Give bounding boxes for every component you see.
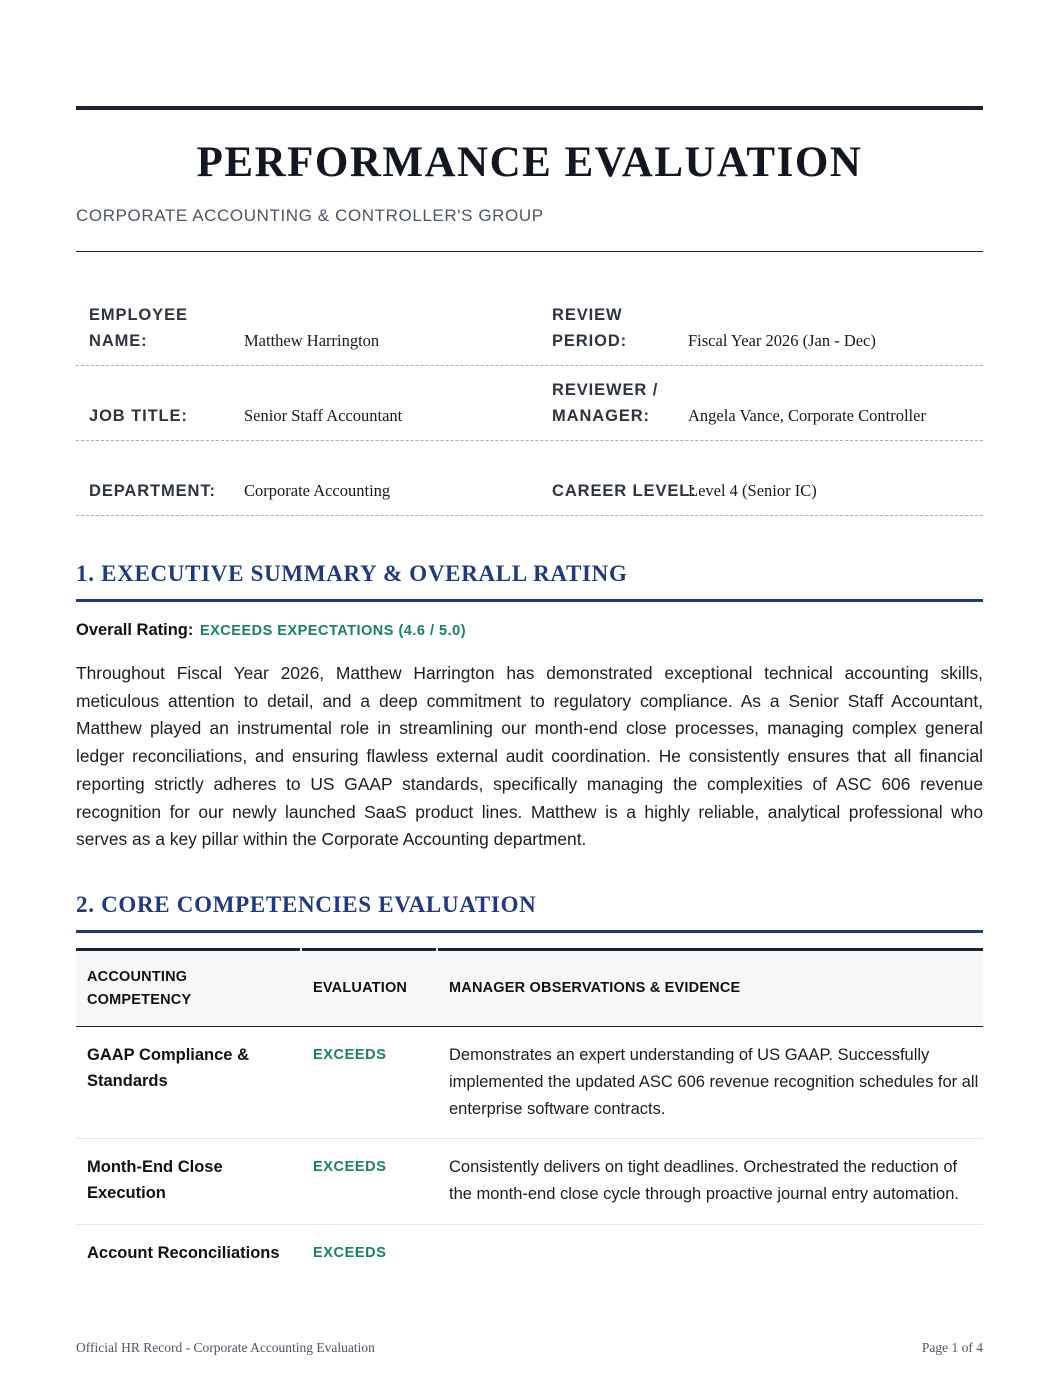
employee-info-grid (76, 291, 983, 516)
competency-name: GAAP Compliance & Standards (87, 1046, 249, 1090)
column-header-observations: MANAGER OBSERVATIONS & EVIDENCE (449, 980, 741, 996)
department-label: DEPARTMENT: (89, 482, 216, 500)
career-level-value: Level 4 (Senior IC) (688, 481, 817, 500)
review-period-value: Fiscal Year 2026 (Jan - Dec) (688, 331, 876, 350)
subtitle-rule (76, 251, 983, 252)
evaluation-badge: EXCEEDS (313, 1159, 387, 1175)
executive-summary-text: Throughout Fiscal Year 2026, Matthew Harrington has demonstrated exceptional technical accounting skills, meticulous attention to detail, and a deep commitment to regulatory compliance. As a Senior Staff Accountant, Matthew played an instrumental role in streamlining our month-end close processes, managing complex general ledger reconciliations, and ensuring flawless external audit coordination. He consistently ensures that all financial reporting strictly adheres to US GAAP standards, specifically managing the complexities of ASC 606 revenue recognition for our newly launched SaaS product lines. Matthew is a highly reliable, analytical professional who serves as a key pillar within the Corporate Accounting department. (76, 663, 983, 850)
page-title: PERFORMANCE EVALUATION (196, 139, 863, 186)
info-row (76, 366, 983, 441)
evaluation-badge: EXCEEDS (313, 1047, 387, 1063)
info-row (76, 441, 983, 516)
overall-rating-value: EXCEEDS EXPECTATIONS (4.6 / 5.0) (199, 623, 467, 639)
column-header-competency: ACCOUNTING COMPETENCY (87, 969, 192, 1008)
reviewer-label: REVIEWER / MANAGER: (552, 381, 659, 425)
job-title-value: Senior Staff Accountant (244, 406, 403, 425)
employee-name-value: Matthew Harrington (244, 331, 380, 350)
department-value: Corporate Accounting (244, 481, 391, 500)
info-row (76, 291, 983, 366)
evaluation-page (76, 0, 983, 1392)
table-row (76, 1225, 983, 1285)
table-row (76, 1027, 983, 1139)
job-title-label: JOB TITLE: (89, 407, 188, 425)
page-subtitle: CORPORATE ACCOUNTING & CONTROLLER'S GROUP (76, 206, 544, 225)
review-period-label: REVIEW PERIOD: (552, 306, 628, 350)
overall-rating (76, 621, 466, 640)
observation-text: Consistently delivers on tight deadlines. Orchestrated the reduction of the month-end close cycle through proactive journal entry automation. (449, 1158, 959, 1203)
table-row (76, 1139, 983, 1225)
column-separator (436, 948, 438, 951)
reviewer-value: Angela Vance, Corporate Controller (688, 406, 926, 425)
competency-name: Account Reconciliations (87, 1244, 280, 1262)
page-number: Page 1 of 4 (921, 1340, 983, 1355)
career-level-label: CAREER LEVEL: (552, 482, 697, 500)
table-header (76, 951, 983, 1027)
observation-text: Demonstrates an expert understanding of US GAAP. Successfully implemented the updated ASC 606 revenue recognition schedules for all enterprise software contracts. (449, 1046, 979, 1118)
competency-name: Month-End Close Execution (87, 1158, 223, 1202)
section-heading-executive-summary: 1. EXECUTIVE SUMMARY & OVERALL RATING (76, 561, 983, 602)
footer-record-label: Official HR Record - Corporate Accounting Evaluation (76, 1340, 375, 1355)
top-rule (76, 106, 983, 110)
overall-rating-label: Overall Rating: (76, 621, 194, 639)
column-separator (300, 948, 302, 951)
employee-name-label: EMPLOYEE NAME: (89, 306, 188, 350)
competencies-table (76, 948, 983, 1285)
section-heading-core-competencies: 2. CORE COMPETENCIES EVALUATION (76, 892, 983, 933)
column-header-evaluation: EVALUATION (313, 980, 408, 996)
evaluation-badge: EXCEEDS (313, 1245, 387, 1261)
